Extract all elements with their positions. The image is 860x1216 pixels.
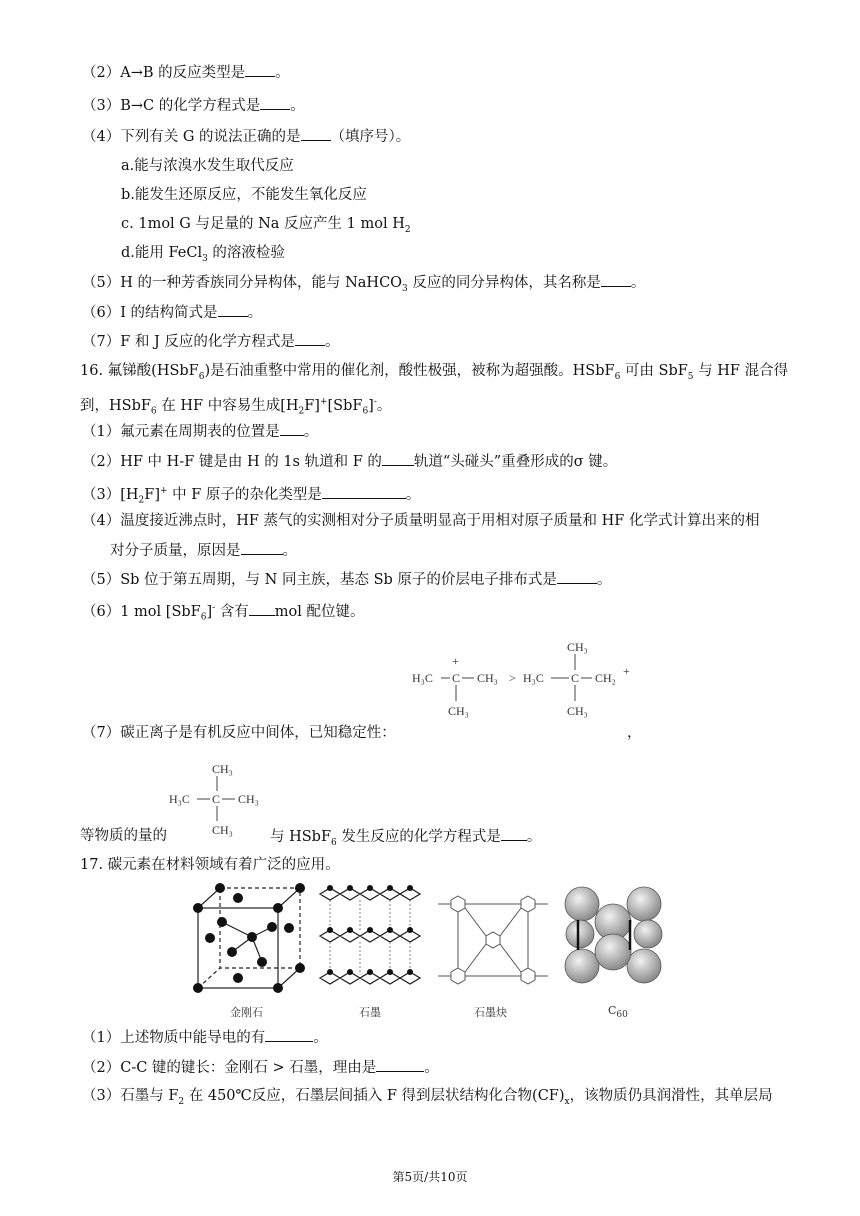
q15-part3: （3）B→C 的化学方程式是 。: [82, 95, 305, 116]
q15-option-a: a.能与浓溴水发生取代反应: [121, 158, 294, 174]
formula-h3c-left: H₃C: [412, 671, 433, 685]
graphyne-structure-figure: [438, 882, 548, 998]
isobutane-ch3-right: CH₃: [238, 792, 259, 806]
q16-stem-line1: 16. 氟锑酸(HSbF$_6$)是石油重整中常用的催化剂，酸性极强，被称为超强酸。HSbF$_6$ 可由 SbF$_5$ 与 HF 混合得: [80, 363, 789, 382]
page-footer: 第5页/共10页: [392, 1170, 468, 1184]
formula-c-left: C: [452, 671, 461, 685]
diamond-structure-figure: [192, 882, 310, 998]
formula-greater-than: >: [509, 671, 516, 685]
q16-part4: （4）温度接近沸点时，HF 蒸气的实测相对分子质量明显高于用相对原子质量和 HF 化学式计算出来的相: [82, 513, 760, 529]
isobutane-formula: [165, 760, 275, 838]
q17-part3: （3）石墨与 $F_2$ 在 450℃反应，石墨层间插入 F 得到层状结构化合物$(CF)_x$，该物质仍具润滑性，其单层局: [82, 1088, 773, 1107]
q16-part5: （5）Sb 位于第五周期，与 N 同主族，基态 Sb 原子的价层电子排布式是 。: [82, 569, 611, 590]
carbocation-stability-formula: [405, 637, 635, 721]
q15-part7: （7）F 和 J 反应的化学方程式是 。: [82, 331, 339, 352]
caption-c60: $C_{60}$: [608, 1004, 628, 1021]
isobutane-ch3-bottom: CH₃: [212, 823, 233, 837]
formula-plus-left: +: [452, 654, 459, 668]
formula-ch3-bottom-right: CH₃: [567, 704, 588, 718]
q16-part8-rest: 与 HSbF$_6$ 发生反应的化学方程式是 。: [270, 826, 541, 853]
q15-part2: （2）A→B 的反应类型是 。: [82, 62, 290, 83]
isobutane-c: C: [212, 792, 221, 806]
formula-h3c-right: H₃C: [523, 671, 544, 685]
q16-part6: （6）1 mol [SbF$_6$]- 含有 mol 配位键。: [82, 598, 365, 628]
q15-part6: （6）I 的结构简式是 。: [82, 302, 262, 323]
q15-part4: （4）下列有关 G 的说法正确的是 （填序号）。: [82, 126, 410, 147]
q16-part8: 等物质的量的: [80, 828, 167, 844]
formula-ch3-right-left: CH₃: [477, 671, 498, 685]
q16-part4-cont: 对分子质量，原因是 。: [110, 540, 297, 561]
c60-crystal-figure: [560, 882, 670, 998]
q16-part7-comma: ，: [627, 725, 642, 741]
q17-part1: （1）上述物质中能导电的有 。: [82, 1027, 328, 1048]
formula-c-right: C: [571, 671, 580, 685]
isobutane-h3c: H₃C: [169, 792, 190, 806]
formula-plus-right: +: [623, 664, 630, 678]
q15-part5: （5）H 的一种芳香族同分异构体，能与 NaHCO$_3$ 反应的同分异构体，其名称是 。: [82, 272, 645, 299]
isobutane-ch3-top: CH₃: [212, 762, 233, 776]
q16-part3: $(3)[H_2F]^+$ 中 F 原子的杂化类型是 。: [82, 481, 420, 511]
formula-ch2-right: CH₂: [595, 671, 616, 685]
formula-ch3-top-right: CH₃: [567, 640, 588, 654]
graphite-structure-figure: [316, 882, 426, 998]
q15-option-d: d.能用 FeCl$_3$ 的溶液检验: [121, 245, 285, 264]
q16-part7: （7）碳正离子是有机反应中间体，已知稳定性：: [82, 725, 396, 741]
caption-graphite: 石墨: [359, 1006, 381, 1019]
formula-ch3-bottom-left: CH₃: [448, 704, 469, 718]
caption-diamond: 金刚石: [230, 1006, 263, 1019]
q15-option-c: c. 1mol G 与足量的 Na 反应产生 1 mol $H_2$: [121, 216, 411, 235]
q15-option-b: b.能发生还原反应，不能发生氧化反应: [121, 187, 367, 203]
q17-part2: （2）C-C 键的键长：金刚石 > 石墨，理由是 。: [82, 1057, 439, 1078]
q17-title: 17. 碳元素在材料领域有着广泛的应用。: [80, 857, 340, 873]
caption-graphyne: 石墨炔: [474, 1006, 507, 1019]
q16-part2: （2）HF 中 H-F 键是由 H 的 1s 轨道和 F 的 轨道“头碰头”重叠形成的σ 键。: [82, 451, 617, 472]
q16-part1: （1）氟元素在周期表的位置是 。: [82, 421, 318, 442]
q16-stem-line2: 到，HSbF$_6$ 在 HF 中容易生成$[H_2F]^+[SbF_6]^-$。: [80, 397, 392, 417]
